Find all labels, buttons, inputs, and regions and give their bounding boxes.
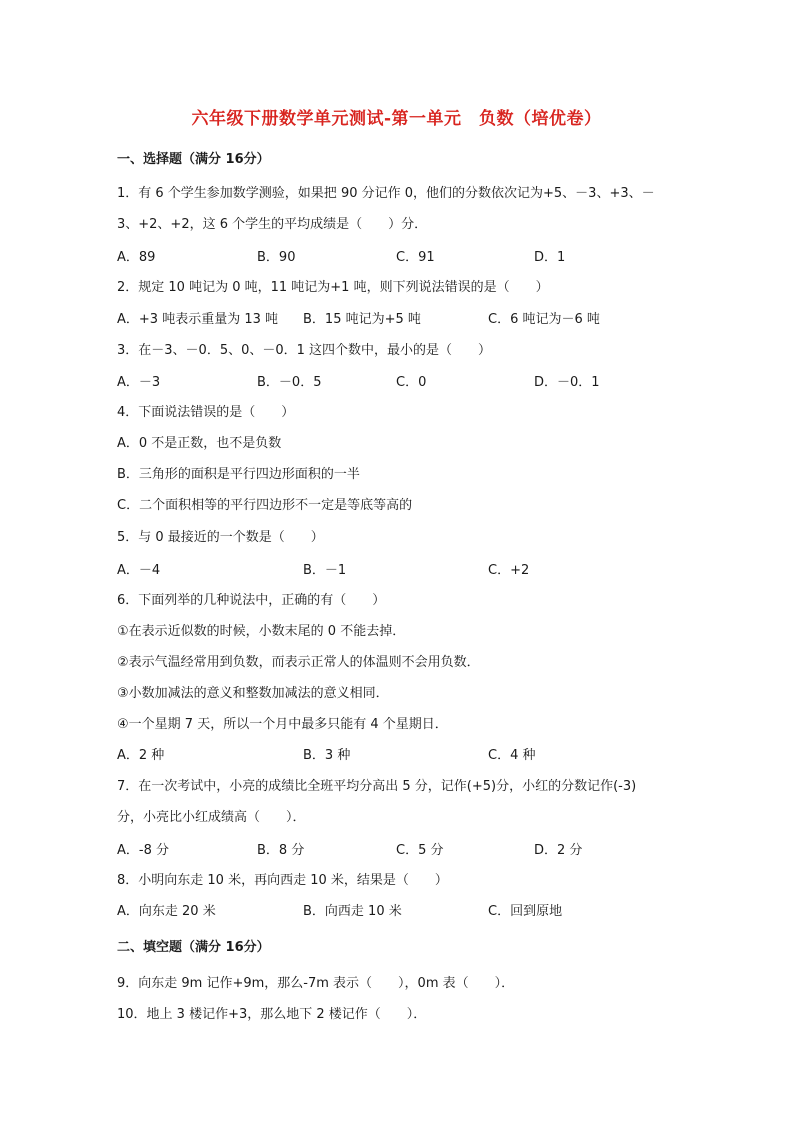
section-heading-choice: 一、选择题（满分 16分） <box>117 152 270 167</box>
question-5-option-a: A．－4 <box>117 563 161 578</box>
question-1-option-c: C．91 <box>396 250 435 265</box>
question-4-option-c: C．二个面积相等的平行四边形不一定是等底等高的 <box>117 498 413 513</box>
question-9-line-1: 9．向东走 9m 记作+9m，那么-7m 表示（ ），0m 表（ ）． <box>117 976 515 991</box>
question-7-option-a: A．-8 分 <box>117 843 169 858</box>
question-7-line-1: 7．在一次考试中，小亮的成绩比全班平均分高出 5 分，记作(+5)分，小红的分数记作(-3) <box>117 779 637 794</box>
page-title: 六年级下册数学单元测试-第一单元 负数（培优卷） <box>191 109 602 129</box>
question-7-option-b: B．8 分 <box>257 843 305 858</box>
section-heading-fill-in: 二、填空题（满分 16分） <box>117 940 270 955</box>
question-4-option-a: A．0 不是正数，也不是负数 <box>117 436 282 451</box>
question-7-line-2: 分，小亮比小红成绩高（ ）． <box>117 810 306 825</box>
question-8-option-a: A．向东走 20 米 <box>117 904 216 919</box>
question-3-option-c: C．0 <box>396 375 427 390</box>
question-6-option-c: C．4 种 <box>488 748 536 763</box>
question-10-line-1: 10．地上 3 楼记作+3，那么地下 2 楼记作（ ）． <box>117 1007 427 1022</box>
question-5-option-c: C．+2 <box>488 563 530 578</box>
question-1-line-1: 1．有 6 个学生参加数学测验，如果把 90 分记作 0，他们的分数依次记为+5、－3、+3、－ <box>117 186 655 201</box>
question-2-option-a: A．+3 吨表示重量为 13 吨 <box>117 312 278 327</box>
question-6-option-b: B．3 种 <box>303 748 351 763</box>
question-4-line-1: 4．下面说法错误的是（ ） <box>117 405 295 420</box>
question-1-option-d: D．1 <box>534 250 566 265</box>
question-5-option-b: B．－1 <box>303 563 347 578</box>
question-6-statement-2: ②表示气温经常用到负数，而表示正常人的体温则不会用负数． <box>117 655 480 670</box>
question-2-option-b: B．15 吨记为+5 吨 <box>303 312 421 327</box>
question-8-line-1: 8．小明向东走 10 米，再向西走 10 米，结果是（ ） <box>117 873 448 888</box>
question-6-statement-3: ③小数加减法的意义和整数加减法的意义相同． <box>117 686 389 701</box>
question-7-option-d: D．2 分 <box>534 843 583 858</box>
question-1-option-a: A．89 <box>117 250 156 265</box>
question-3-line-1: 3．在－3、－0．5、0、－0．1 这四个数中，最小的是（ ） <box>117 343 492 358</box>
question-3-option-d: D．－0．1 <box>534 375 600 390</box>
question-6-option-a: A．2 种 <box>117 748 165 763</box>
question-7-option-c: C．5 分 <box>396 843 444 858</box>
question-8-option-c: C．回到原地 <box>488 904 563 919</box>
question-6-statement-4: ④一个星期 7 天，所以一个月中最多只能有 4 个星期日． <box>117 717 448 732</box>
question-4-option-b: B．三角形的面积是平行四边形面积的一半 <box>117 467 360 482</box>
question-1-option-b: B．90 <box>257 250 296 265</box>
question-3-option-a: A．－3 <box>117 375 161 390</box>
question-1-line-2: 3、+2、+2，这 6 个学生的平均成绩是（ ）分． <box>117 217 428 232</box>
question-8-option-b: B．向西走 10 米 <box>303 904 402 919</box>
question-2-line-1: 2．规定 10 吨记为 0 吨，11 吨记为+1 吨，则下列说法错误的是（ ） <box>117 280 549 295</box>
question-2-option-c: C．6 吨记为－6 吨 <box>488 312 600 327</box>
question-6-statement-1: ①在表示近似数的时候，小数末尾的 0 不能去掉． <box>117 624 406 639</box>
question-6-line-1: 6．下面列举的几种说法中，正确的有（ ） <box>117 593 386 608</box>
question-3-option-b: B．－0．5 <box>257 375 322 390</box>
question-5-line-1: 5．与 0 最接近的一个数是（ ） <box>117 530 324 545</box>
